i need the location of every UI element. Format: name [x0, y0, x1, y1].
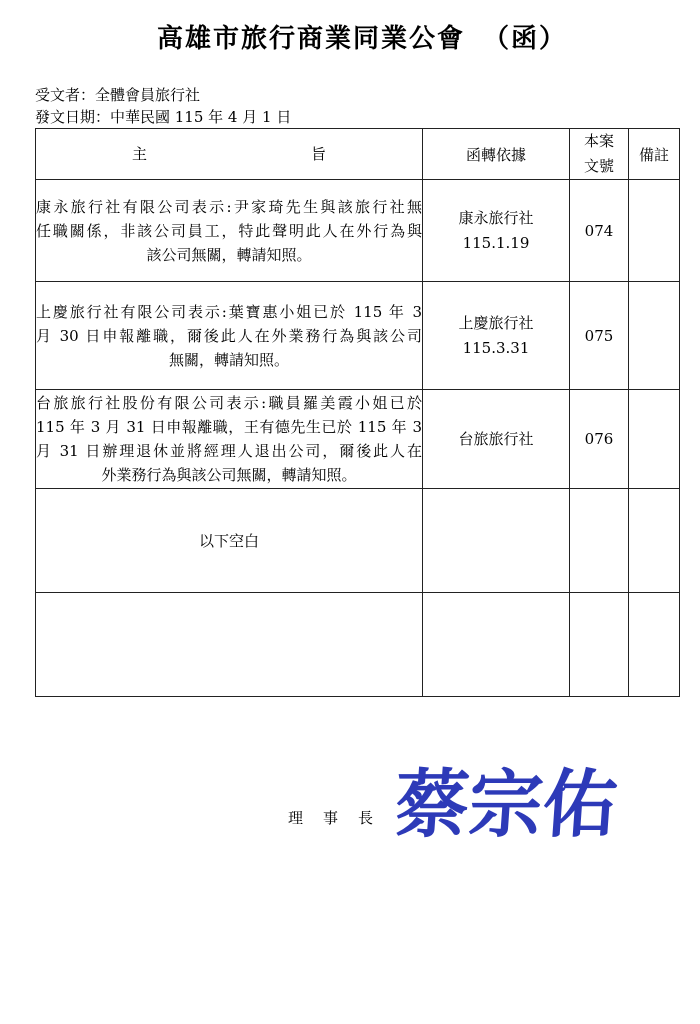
basis-line: 康永旅行社 — [458, 208, 534, 227]
subject-line: 康永旅行社有限公司表示:尹家琦先生與該旅行社無 — [36, 197, 422, 216]
header-basis: 函轉依據 — [423, 129, 570, 180]
remarks-cell — [629, 489, 680, 593]
case-number-cell: 076 — [570, 390, 629, 489]
letterhead-title — [0, 22, 700, 56]
notice-table — [35, 128, 680, 697]
title-organization: 高雄市旅行商業同業公會 — [156, 24, 465, 54]
signature-name: 蔡宗佑 — [391, 762, 621, 848]
basis-line: 115.3.31 — [462, 338, 530, 357]
signatory-title: 理 事 長 — [288, 809, 376, 827]
subject-cell — [36, 180, 423, 282]
remarks-cell — [629, 390, 680, 489]
subject-line: 月 30 日申報離職，爾後此人在外業務行為與該公司 — [36, 326, 422, 345]
table-row — [36, 180, 680, 282]
subject-heading — [36, 144, 422, 164]
subject-line: 月 31 日辦理退休並將經理人退出公司，爾後此人在 — [36, 442, 422, 460]
header-subject — [36, 129, 423, 180]
subject-heading-right: 旨 — [311, 145, 327, 163]
basis-cell — [423, 390, 570, 489]
issue-date-line: 發文日期：中華民國 115 年 4 月 1 日 — [35, 108, 292, 126]
subject-line: 無關，轉請知照。 — [168, 350, 289, 369]
basis-cell — [423, 593, 570, 697]
header-case-number-line: 文號 — [583, 157, 614, 175]
case-number-cell: 075 — [570, 282, 629, 390]
table-row — [36, 282, 680, 390]
subject-cell — [36, 390, 423, 489]
table-row — [36, 489, 680, 593]
title-document-type: （函） — [483, 24, 568, 54]
subject-line: 任職關係，非該公司員工，特此聲明此人在外行為與 — [36, 221, 422, 240]
subject-cell — [36, 593, 423, 697]
subject-line: 115 年 3 月 31 日申報離職，王有德先生已於 115 年 3 — [36, 418, 422, 436]
basis-line: 115.1.19 — [462, 233, 530, 252]
subject-line: 上慶旅行社有限公司表示:葉寶惠小姐已於 115 年 3 — [36, 302, 422, 321]
recipient-line: 受文者：全體會員旅行社 — [35, 86, 201, 104]
basis-cell — [423, 180, 570, 282]
header-case-number — [570, 129, 629, 180]
case-number-cell — [570, 593, 629, 697]
header-case-number-line: 本案 — [583, 132, 614, 150]
remarks-cell — [629, 593, 680, 697]
header-row — [36, 129, 680, 180]
blank-note-cell: 以下空白 — [36, 489, 423, 593]
table-row — [36, 593, 680, 697]
case-number-cell: 074 — [570, 180, 629, 282]
header-remarks: 備註 — [629, 129, 680, 180]
basis-cell — [423, 489, 570, 593]
subject-cell — [36, 282, 423, 390]
table-row — [36, 390, 680, 489]
subject-heading-left: 主 — [131, 145, 147, 163]
subject-line: 該公司無關，轉請知照。 — [146, 245, 312, 264]
case-number-cell — [570, 489, 629, 593]
subject-line: 外業務行為與該公司無關，轉請知照。 — [101, 466, 357, 484]
subject-line: 台旅旅行社股份有限公司表示:職員羅美霞小姐已於 — [36, 394, 422, 412]
remarks-cell — [629, 282, 680, 390]
basis-line: 台旅旅行社 — [458, 429, 534, 448]
basis-line: 上慶旅行社 — [458, 313, 534, 332]
remarks-cell — [629, 180, 680, 282]
basis-cell — [423, 282, 570, 390]
